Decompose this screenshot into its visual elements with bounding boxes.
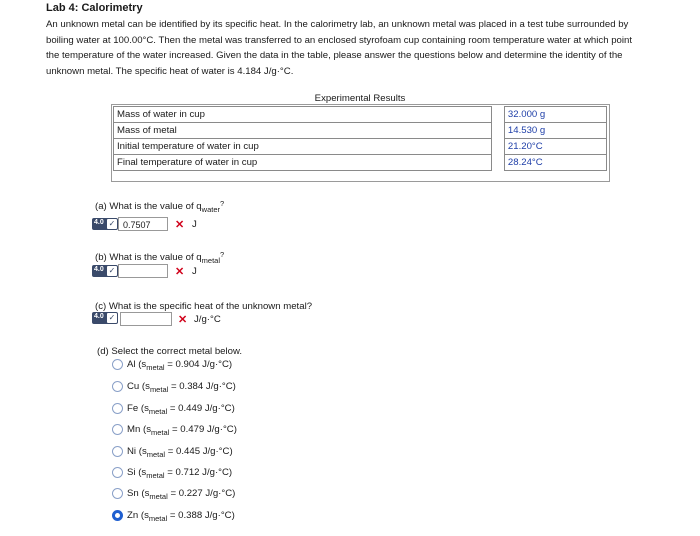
- row-value: 28.24°C: [504, 155, 606, 171]
- radio-button[interactable]: [112, 403, 123, 414]
- q-water-input[interactable]: 0.7507: [118, 217, 168, 231]
- page: Lab 4: Calorimetry An unknown metal can be identified by its specific heat. In the calorimetry lab, an unknown metal was placed in a test tube surrounded by boiling water at 100.00°C. Then the metal was transferred to an enclosed styrofoam cup containing room temperature water at which point the temperature of the water increased. Given the data in the table, please answer the questions below and determine the identity of the unknown metal. The specific heat of water is 4.184 J/g·°C. Experimental Results Mass of water in cup 32.000 g Mass of metal 14.530 g Initial temperature of water in cup 21.20°C Final temperature of water in cup 28.24°C (a) What is the value of $q_{water}^?$ 4.0 ✓ 0.7507 ✕ J (b) What is the value of $q_{metal}^?$ 4.0 ✓ ✕ J (c) What is the specific heat of the unknown metal? 4.0 ✓ ✕ J/g·°C (d) Select the correct metal below. Al ($s_{metal} = 0.904$ J/g·°C) Cu ($s_{metal} = 0.384$ J/g·°C) Fe ($s_{metal} = 0.449$ J/g·°C) Mn ($s_{metal} = 0.479$ J/g·°C) Ni ($s_{metal} = 0.445$ J/g·°C) Si ($s_{metal} = 0.712$ J/g·°C) Sn ($s_{metal} = 0.227$ J/g·°C) Zn ($s_{metal} = 0.388$ J/g·°C): [0, 0, 700, 536]
- row-value: 21.20°C: [504, 139, 606, 155]
- specific-heat-input[interactable]: [120, 312, 172, 326]
- intro-text: An unknown metal can be identified by its specific heat. In the calorimetry lab, an unknown metal was placed in a test tube surrounded by boiling water at 100.00°C. Then the metal was transferred to an enclosed styrofoam cup containing room temperature water at which point the temperature of the water increased. Given the data in the table, please answer the questions below and determine the identity of the unknown metal. The specific heat of water is 4.184 J/g·°C.: [46, 19, 632, 77]
- incorrect-x-icon: ✕: [175, 219, 185, 231]
- row-value: 14.530 g: [504, 123, 606, 139]
- row-label: Initial temperature of water in cup: [114, 139, 492, 155]
- radio-button[interactable]: [112, 488, 123, 499]
- row-value: 32.000 g: [504, 107, 606, 123]
- row-label: Final temperature of water in cup: [114, 155, 492, 171]
- question-d-label: (d) Select the correct metal below.: [97, 346, 243, 357]
- radio-button[interactable]: [112, 424, 123, 435]
- row-label: Mass of metal: [114, 123, 492, 139]
- radio-button[interactable]: [112, 381, 123, 392]
- check-icon: ✓: [108, 219, 116, 228]
- question-c-label: (c) What is the specific heat of the unknown metal?: [95, 301, 313, 312]
- radio-button-selected[interactable]: [112, 510, 123, 521]
- question-a-label: (a) What is the value of $q_{water}^?$: [95, 199, 225, 214]
- q-metal-unit: J: [192, 266, 197, 277]
- specific-heat-unit: J/g·°C: [194, 314, 221, 325]
- table-row: [114, 155, 607, 171]
- page-title: Lab 4: Calorimetry: [46, 2, 143, 14]
- radio-button[interactable]: [112, 446, 123, 457]
- incorrect-x-icon: ✕: [178, 314, 188, 326]
- results-table: [113, 106, 607, 171]
- table-row: [114, 123, 607, 139]
- attempt-badge[interactable]: 4.0 ✓: [92, 218, 118, 230]
- table-row: [114, 139, 607, 155]
- row-label: Mass of water in cup: [114, 107, 492, 123]
- q-water-unit: J: [192, 219, 197, 230]
- q-metal-input[interactable]: [118, 264, 168, 278]
- table-row: [114, 107, 607, 123]
- attempt-badge[interactable]: 4.0 ✓: [92, 265, 118, 277]
- incorrect-x-icon: ✕: [175, 266, 185, 278]
- radio-button[interactable]: [112, 467, 123, 478]
- attempt-badge[interactable]: 4.0 ✓: [92, 312, 118, 324]
- check-icon: ✓: [108, 266, 116, 275]
- radio-button[interactable]: [112, 359, 123, 370]
- check-icon: ✓: [108, 313, 116, 322]
- table-caption: Experimental Results: [314, 93, 406, 104]
- question-b-label: (b) What is the value of $q_{metal}^?$: [95, 250, 225, 265]
